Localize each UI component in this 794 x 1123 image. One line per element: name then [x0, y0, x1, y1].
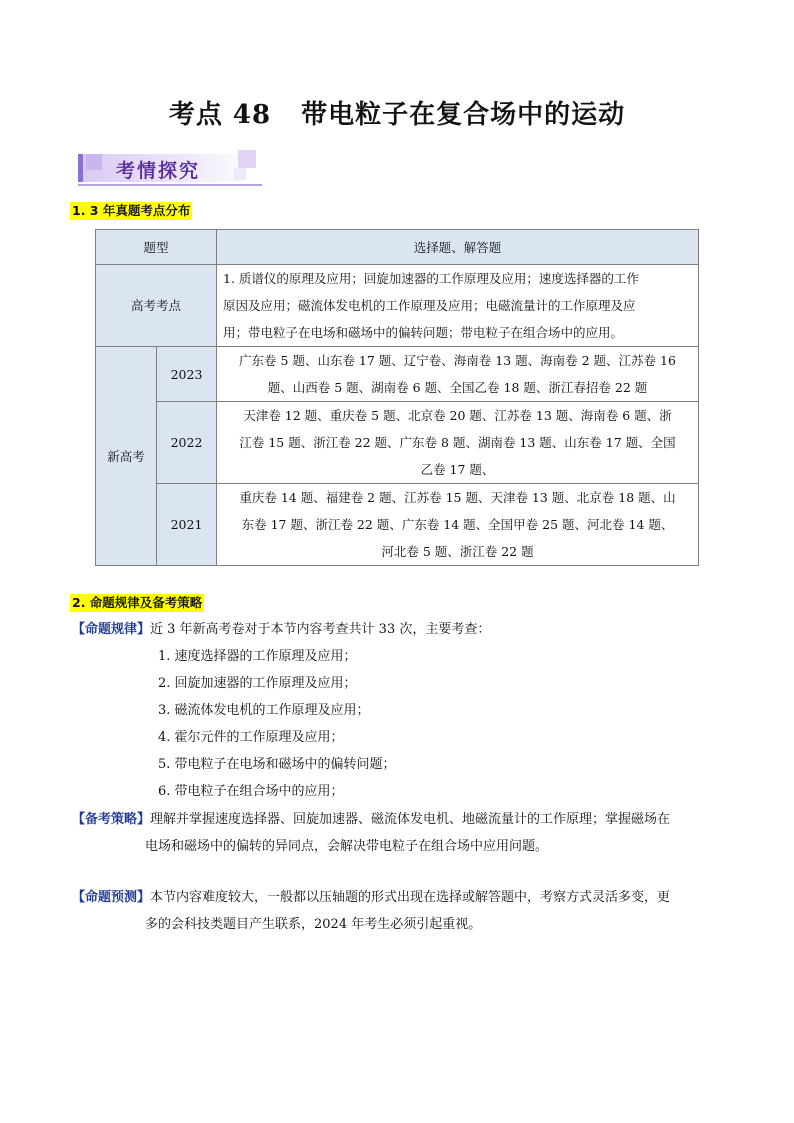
year-content-cell	[217, 484, 699, 566]
year-cell: 2022	[157, 402, 217, 484]
banner-underline	[78, 184, 262, 186]
list-item: 3. 磁流体发电机的工作原理及应用；	[158, 703, 370, 718]
cell-line: 广东卷 5 题、山东卷 17 题、辽宁卷、海南卷 13 题、海南卷 2 题、江苏卷 16	[239, 353, 676, 368]
cell-line: 原因及应用；磁流体发电机的工作原理及应用；电磁流量计的工作原理及应	[223, 298, 636, 313]
strategy-paragraph	[72, 810, 732, 830]
banner-decor-square	[86, 154, 102, 170]
table-row	[96, 484, 699, 566]
section-banner	[78, 150, 262, 188]
cell-line: 用；带电粒子在电场和磁场中的偏转问题；带电粒子在组合场中的应用。	[223, 325, 624, 340]
year-content-cell	[217, 402, 699, 484]
cell-line: 河北卷 5 题、浙江卷 22 题	[381, 544, 534, 559]
banner-label: 考情探究	[116, 160, 201, 182]
cell-line: 题、山西卷 5 题、湖南卷 6 题、全国乙卷 18 题、浙江春招卷 22 题	[267, 380, 648, 395]
forecast-line2: 多的会科技类题目产生联系，2024 年考生必须引起重视。	[145, 917, 482, 932]
list-item: 6. 带电粒子在组合场中的应用；	[158, 784, 344, 799]
table-row	[96, 347, 699, 402]
forecast-paragraph	[72, 888, 732, 908]
row-label-gaokao: 高考考点	[96, 265, 217, 347]
cell-line: 江卷 15 题、浙江卷 22 题、广东卷 8 题、湖南卷 13 题、山东卷 17 题、全国	[239, 435, 676, 450]
section1-heading: 1. 3 年真题考点分布	[72, 203, 191, 218]
gaokao-content-cell	[217, 265, 699, 347]
cell-line: 天津卷 12 题、重庆卷 5 题、北京卷 20 题、江苏卷 13 题、海南卷 6 题、浙	[243, 408, 672, 423]
banner-decor-square	[238, 150, 256, 168]
title-text: 带电粒子在复合场中的运动	[301, 100, 626, 130]
page-title	[0, 94, 794, 131]
year-cell: 2021	[157, 484, 217, 566]
strategy-line2: 电场和磁场中的偏转的异同点，会解决带电粒子在组合场中应用问题。	[145, 839, 549, 854]
list-item: 4. 霍尔元件的工作原理及应用；	[158, 730, 344, 745]
row-label-xingaokao: 新高考	[96, 347, 157, 566]
list-item: 2. 回旋加速器的工作原理及应用；	[158, 676, 357, 691]
table-row	[96, 402, 699, 484]
cell-line: 乙卷 17 题、	[420, 462, 495, 477]
header-cell-type: 题型	[96, 230, 217, 265]
list-item: 5. 带电粒子在电场和磁场中的偏转问题；	[158, 757, 396, 772]
forecast-tag: 【命题预测】	[72, 890, 151, 905]
section2-heading: 2. 命题规律及备考策略	[72, 595, 203, 610]
year-content-cell	[217, 347, 699, 402]
strategy-line1: 理解并掌握速度选择器、回旋加速器、磁流体发电机、地磁流量计的工作原理；掌握磁场在	[150, 812, 671, 827]
rules-paragraph	[72, 620, 490, 640]
exam-distribution-table	[95, 229, 699, 566]
strategy-tag: 【备考策略】	[72, 812, 151, 827]
table-row	[96, 265, 699, 347]
header-cell-value: 选择题、解答题	[217, 230, 699, 265]
list-item: 1. 速度选择器的工作原理及应用；	[158, 649, 357, 664]
forecast-line1: 本节内容难度较大，一般都以压轴题的形式出现在选择或解答题中，考察方式灵活多变，更	[150, 890, 671, 905]
cell-line: 东卷 17 题、浙江卷 22 题、广东卷 14 题、全国甲卷 25 题、河北卷 14 题、	[241, 517, 674, 532]
banner-decor-square	[234, 168, 246, 180]
rules-text: 近 3 年新高考卷对于本节内容考查共计 33 次，主要考查：	[150, 622, 491, 637]
table-row	[96, 230, 699, 265]
rules-tag: 【命题规律】	[72, 622, 151, 637]
cell-line: 1. 质谱仪的原理及应用；回旋加速器的工作原理及应用；速度选择器的工作	[223, 271, 639, 286]
year-cell: 2023	[157, 347, 217, 402]
title-code: 考点 48	[168, 100, 272, 130]
banner-accent-bar	[78, 154, 83, 182]
cell-line: 重庆卷 14 题、福建卷 2 题、江苏卷 15 题、天津卷 13 题、北京卷 18 题、山	[239, 490, 676, 505]
